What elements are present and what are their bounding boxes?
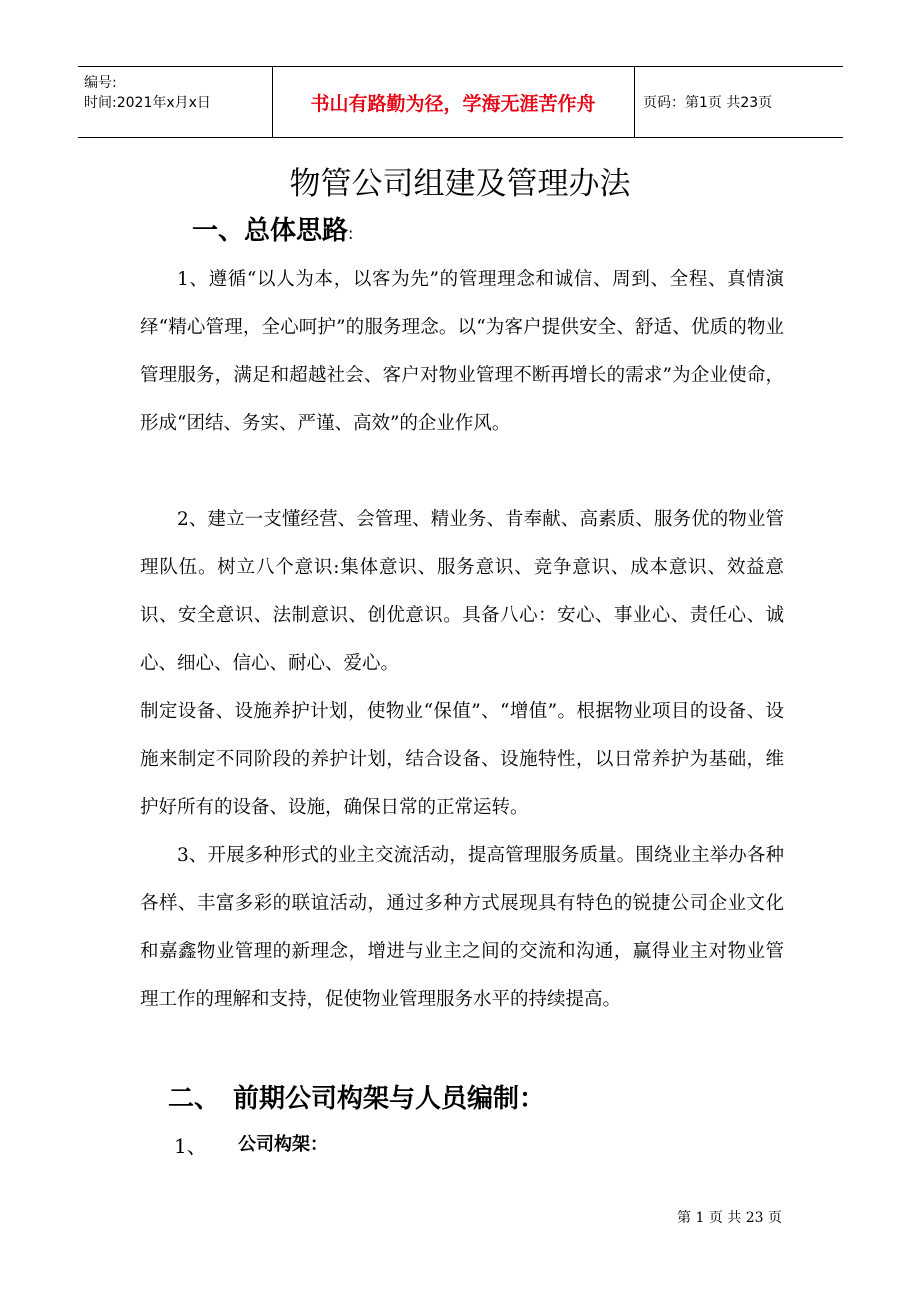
section-heading-1-text: 一、总体思路 <box>192 216 349 246</box>
subsection-1-number: 1、 <box>174 1134 207 1158</box>
section-heading-2: 二、 前期公司构架与人员编制： <box>168 1084 546 1114</box>
paragraph-1: 1、遵循“以人为本，以客为先”的管理理念和诚信、周到、全程、真情演绎“精心管理，全心呵护”的服务理念。以“为客户提供安全、舒适、优质的物业管理服务，满足和超越社会、客户对物业管理不断再增长的需求”为企业使命，形成“团结、务实、严谨、高效”的企业作风。 <box>140 269 784 434</box>
time-label: 时间:2021年x月x日 <box>84 95 211 111</box>
paragraph-4: 3、开展多种形式的业主交流活动，提高管理服务质量。围绕业主举办各种各样、丰富多彩的联谊活动，通过多种方式展现具有特色的锐捷公司企业文化和嘉鑫物业管理的新理念，增进与业主之间的交流和沟通，赢得业主对物业管理工作的理解和支持，促使物业管理服务水平的持续提高。 <box>140 845 784 1010</box>
header-slogan: 书山有路勤为径，学海无涯苦作舟 <box>310 92 596 115</box>
paragraph-2: 2、建立一支懂经营、会管理、精业务、肯奉献、高素质、服务优的物业管理队伍。树立八个意识:集体意识、服务意识、竞争意识、成本意识、效益意识、安全意识、法制意识、创优意识。具备八心：安心、事业心、责任心、诚心、细心、信心、耐心、爱心。 <box>140 509 784 674</box>
page-footer: 第 1 页 共 23 页 <box>677 1210 782 1226</box>
header-page-info: 页码：第1页 共23页 <box>643 95 773 111</box>
subsection-1 <box>174 1130 328 1159</box>
paragraph-3: 制定设备、设施养护计划，使物业“保值”、“增值”。根据物业项目的设备、设施来制定不同阶段的养护计划，结合设备、设施特性，以日常养护为基础，维护好所有的设备、设施，确保日常的正常运转。 <box>140 701 784 818</box>
section-heading-1-colon: : <box>348 224 354 243</box>
header-meta <box>84 73 211 113</box>
subsection-1-label: 公司构架： <box>238 1134 328 1155</box>
section-heading-1 <box>192 210 353 247</box>
document-title: 物管公司组建及管理办法 <box>289 166 631 202</box>
code-label: 编号: <box>84 75 117 91</box>
header-divider <box>634 67 635 137</box>
page-header <box>78 66 843 138</box>
